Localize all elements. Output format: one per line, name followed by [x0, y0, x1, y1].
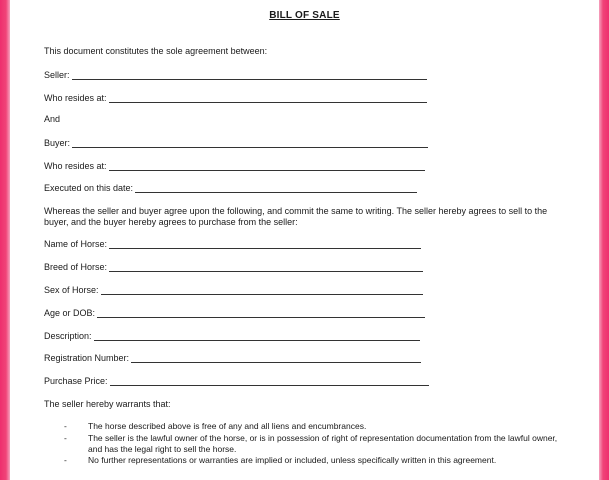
warranty-text: No further representations or warranties are implied or included, unless specifically written in this agreement.	[88, 455, 497, 465]
left-border	[0, 0, 10, 480]
horse-description-blank[interactable]	[94, 331, 420, 341]
warranty-item	[64, 433, 564, 454]
buyer-field	[44, 137, 428, 149]
horse-sex-label: Sex of Horse:	[44, 285, 99, 295]
registration-number-label: Registration Number:	[44, 353, 130, 363]
registration-number-field	[44, 352, 421, 364]
horse-breed-field	[44, 261, 423, 273]
horse-name-blank[interactable]	[109, 239, 421, 249]
purchase-price-blank[interactable]	[110, 376, 429, 386]
bullet-dash: -	[64, 421, 67, 431]
bullet-dash: -	[64, 433, 67, 443]
seller-address-field	[44, 92, 427, 104]
horse-sex-blank[interactable]	[101, 285, 423, 295]
horse-description-label: Description:	[44, 331, 92, 341]
horse-age-field	[44, 307, 425, 319]
warranty-text: The horse described above is free of any and all liens and encumbrances.	[88, 421, 367, 431]
horse-breed-label: Breed of Horse:	[44, 262, 108, 272]
horse-age-label: Age or DOB:	[44, 308, 96, 318]
horse-name-label: Name of Horse:	[44, 239, 108, 249]
execution-date-label: Executed on this date:	[44, 183, 134, 193]
seller-address-label: Who resides at:	[44, 93, 107, 103]
buyer-label: Buyer:	[44, 138, 71, 148]
seller-label: Seller:	[44, 70, 70, 80]
whereas-paragraph: Whereas the seller and buyer agree upon the following, and commit the same to writing. The seller hereby agrees to sell to the buyer, and the buyer hereby agrees to purchase from the seller:	[44, 206, 548, 227]
seller-blank[interactable]	[72, 70, 427, 80]
intro-text: This document constitutes the sole agreement between:	[44, 46, 268, 56]
purchase-price-field	[44, 375, 429, 387]
warranty-item	[64, 455, 564, 466]
horse-age-blank[interactable]	[97, 308, 425, 318]
horse-sex-field	[44, 284, 423, 296]
right-border	[599, 0, 609, 480]
warrants-intro: The seller hereby warrants that:	[44, 399, 171, 409]
buyer-address-field	[44, 160, 425, 172]
purchase-price-label: Purchase Price:	[44, 376, 108, 386]
bullet-dash: -	[64, 455, 67, 465]
execution-date-blank[interactable]	[135, 183, 417, 193]
horse-description-field	[44, 330, 420, 342]
and-text: And	[44, 114, 61, 124]
horse-name-field	[44, 238, 421, 250]
seller-field	[44, 69, 427, 81]
warranty-item	[64, 421, 564, 432]
horse-breed-blank[interactable]	[109, 262, 423, 272]
buyer-blank[interactable]	[72, 138, 428, 148]
warranty-text: The seller is the lawful owner of the horse, or is in possession of right of representation documentation from the lawful owner, and has the legal right to sell the horse.	[88, 433, 558, 454]
registration-number-blank[interactable]	[131, 353, 421, 363]
execution-date-field	[44, 182, 417, 194]
buyer-address-blank[interactable]	[109, 161, 425, 171]
document-title: BILL OF SALE	[269, 10, 340, 21]
document-page	[10, 0, 599, 480]
buyer-address-label: Who resides at:	[44, 161, 107, 171]
seller-address-blank[interactable]	[109, 93, 427, 103]
